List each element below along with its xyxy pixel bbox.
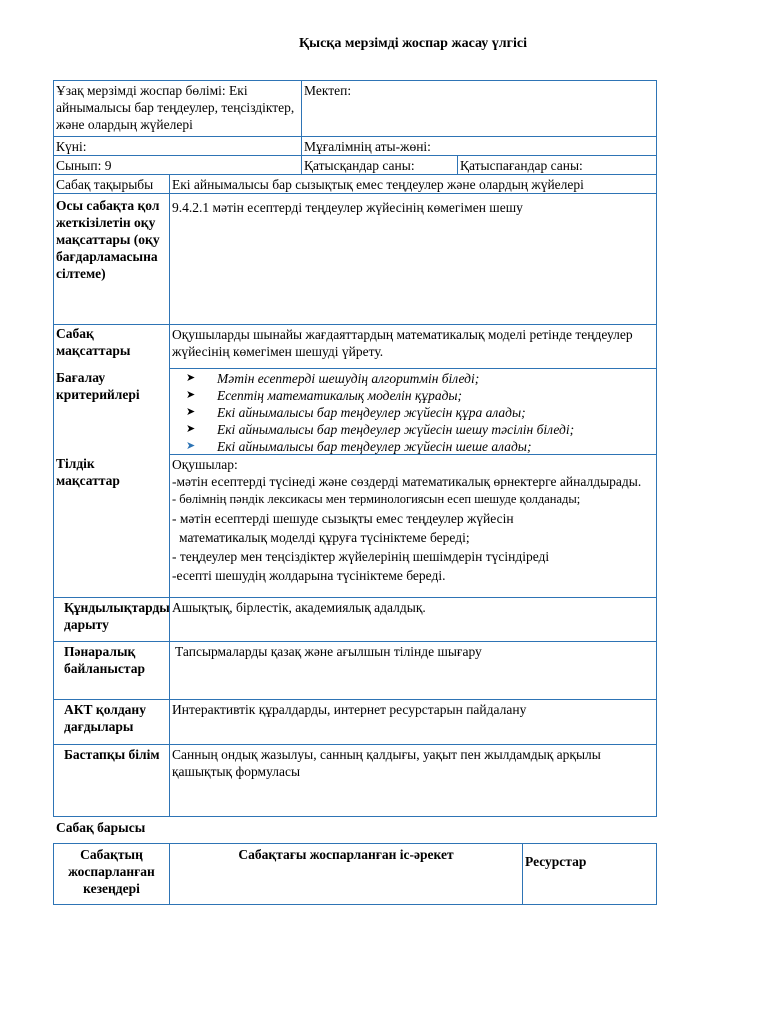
date-cell <box>53 136 302 156</box>
crossc-label: Пәнаралық байланыстар <box>64 644 145 676</box>
criteria-label-cell <box>23 368 170 455</box>
table-left-border <box>53 324 54 817</box>
language-line: -мәтін есептерді түсінеді және сөздерді математикалық өрнектерге айналдырады. <box>172 474 642 489</box>
date-label: Күні: <box>56 139 87 154</box>
section-label: Ұзақ мерзімді жоспар бөлімі: Екі айнымалысы бар теңдеулер, теңсіздіктер, және олардың жүйелері <box>56 83 295 132</box>
section-cell <box>53 80 302 137</box>
values-label-cell <box>53 597 170 642</box>
prior-value: Санның ондық жазылуы, санның қалдығы, уақыт пен жылдамдық арқылы қашықтық формуласы <box>172 747 601 779</box>
topic-value-cell <box>169 174 657 194</box>
lesson-goals-value-cell <box>169 324 657 369</box>
school-label: Мектеп: <box>304 83 352 98</box>
criteria-item: ➤ Екі айнымалысы бар теңдеулер жүйесін құра алады; <box>186 405 526 420</box>
topic-label: Сабақ тақырыбы <box>56 177 154 192</box>
language-line: -есепті шешудің жолдарына түсініктеме береді. <box>172 568 446 583</box>
criteria-item: ➤ Есептің математикалық моделін құрады; <box>186 388 463 403</box>
topic-value: Екі айнымалысы бар сызықтық емес теңдеулер және олардың жүйелері <box>172 177 584 192</box>
progress-heading: Сабақ барысы <box>56 820 146 835</box>
ict-label: АКТ қолдану дағдылары <box>64 702 146 734</box>
values-label: Құндылықтарды дарыту <box>64 600 170 632</box>
present-cell <box>301 155 458 175</box>
objectives-value-cell <box>169 193 657 325</box>
language-label: Тілдік мақсаттар <box>56 456 120 488</box>
language-line: математикалық моделді құруға түсініктеме береді; <box>179 530 470 545</box>
criteria-value-cell <box>169 368 657 455</box>
language-line: Оқушылар: <box>172 457 238 472</box>
prior-label-cell <box>53 744 170 817</box>
language-line: - теңдеулер мен теңсіздіктер жүйелерінің шешімдерін түсіндіреді <box>172 549 550 564</box>
arrow-bullet-icon: ➤ <box>186 423 196 435</box>
ict-value: Интерактивтік құралдарды, интернет ресурстарын пайдалану <box>172 702 527 717</box>
grade-cell <box>53 155 302 175</box>
grade-label: Сынып: 9 <box>56 158 112 173</box>
language-line: - бөлімнің пәндік лексикасы мен терминологиясын есеп шешуде қолданады; <box>172 492 581 506</box>
language-label-cell <box>23 454 170 598</box>
ict-value-cell <box>169 699 657 745</box>
stages-header-cell <box>53 843 170 905</box>
criteria-item: ➤ Мәтін есептерді шешудің алгоритмін біледі; <box>186 371 480 386</box>
topic-label-cell <box>53 174 170 194</box>
values-value: Ашықтық, бірлестік, академиялық адалдық. <box>172 600 426 615</box>
objectives-label-cell <box>53 193 170 325</box>
lesson-goals-label: Сабақ мақсаттары <box>56 326 131 358</box>
resources-header: Ресурстар <box>525 854 587 869</box>
lesson-goals-label-cell <box>23 324 170 369</box>
crossc-label-cell <box>53 641 170 700</box>
prior-label: Бастапқы білім <box>64 747 160 762</box>
absent-label: Қатыспағандар саны: <box>460 158 583 173</box>
criteria-item: ➤ Екі айнымалысы бар теңдеулер жүйесін шешу тәсілін біледі; <box>186 422 575 437</box>
stages-header: Сабақтың жоспарланған кезеңдері <box>68 847 155 896</box>
crossc-value: Тапсырмаларды қазақ және ағылшын тілінде шығару <box>175 644 482 659</box>
page-title: Қысқа мерзімді жоспар жасау үлгісі <box>299 36 527 51</box>
teacher-label: Мұғалімнің аты-жөні: <box>304 139 431 154</box>
objectives-label: Осы сабақта қол жеткізілетін оқу мақсаттары (оқу бағдарламасына сілтеме) <box>56 198 160 281</box>
absent-cell <box>457 155 657 175</box>
teacher-cell <box>301 136 657 156</box>
present-label: Қатысқандар саны: <box>304 158 415 173</box>
language-value-cell <box>169 454 657 598</box>
lesson-goals-value: Оқушыларды шынайы жағдаяттардың математикалық моделі ретінде теңдеулер жүйесінің көмегімен шешуді үйрету. <box>172 327 633 359</box>
activity-header-cell <box>169 843 523 905</box>
arrow-bullet-icon: ➤ <box>186 440 196 452</box>
school-cell <box>301 80 657 137</box>
prior-value-cell <box>169 744 657 817</box>
criteria-item: ➤ Екі айнымалысы бар теңдеулер жүйесін шеше алады; <box>186 439 532 454</box>
language-line: - мәтін есептерді шешуде сызықты емес теңдеулер жүйесін <box>172 511 514 526</box>
activity-header: Сабақтағы жоспарланған іс-әрекет <box>238 847 454 862</box>
resources-header-cell <box>522 843 657 905</box>
crossc-value-cell <box>169 641 657 700</box>
values-value-cell <box>169 597 657 642</box>
criteria-list <box>172 370 654 455</box>
objectives-value: 9.4.2.1 мәтін есептерді теңдеулер жүйесінің көмегімен шешу <box>172 200 523 215</box>
arrow-bullet-icon: ➤ <box>186 406 196 418</box>
ict-label-cell <box>53 699 170 745</box>
criteria-label: Бағалау критерийлері <box>56 370 140 402</box>
arrow-bullet-icon: ➤ <box>186 389 196 401</box>
arrow-bullet-icon: ➤ <box>186 372 196 384</box>
